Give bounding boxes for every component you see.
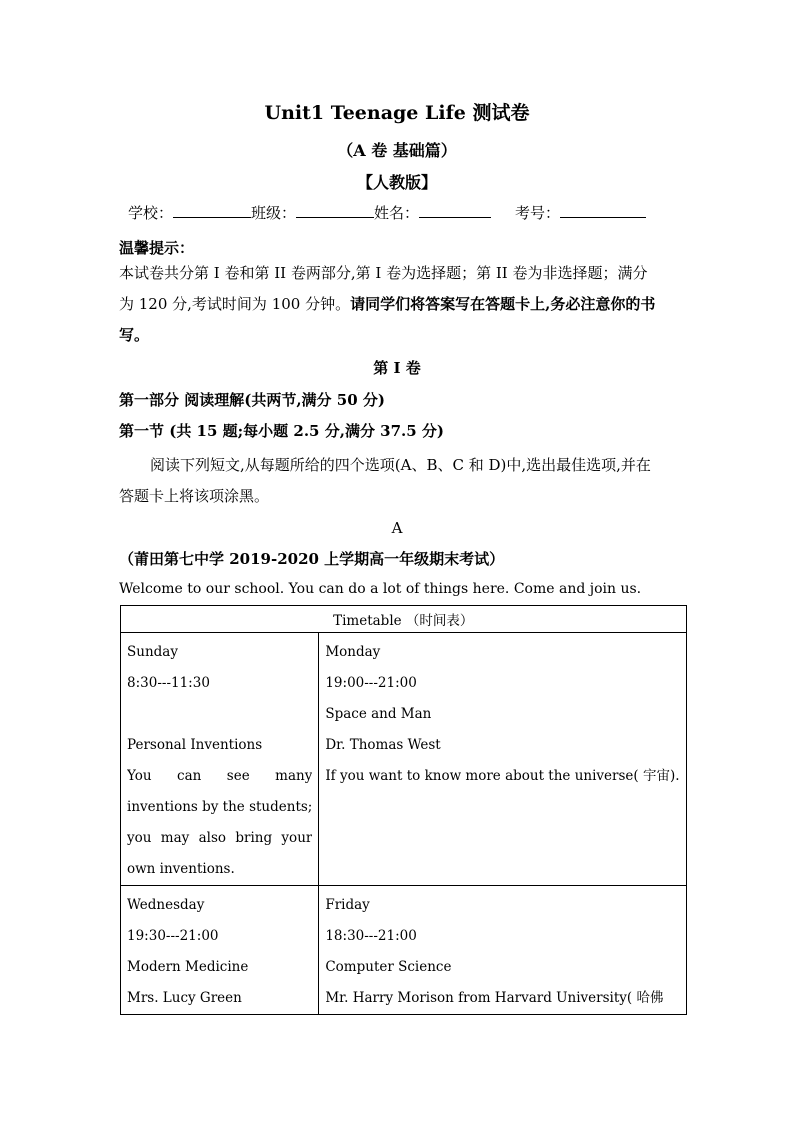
tips-heading: 温馨提示： xyxy=(119,239,195,257)
class-label: 班级： xyxy=(251,204,297,222)
timetable xyxy=(120,605,687,1015)
school-label: 学校： xyxy=(128,204,174,222)
timetable-header: Timetable （时间表） xyxy=(121,606,687,633)
cell-line: own inventions. xyxy=(127,861,235,877)
part1-heading: 第一部分 阅读理解(共两节,满分 50 分) xyxy=(119,391,385,409)
cell-line: 18:30---21:00 xyxy=(325,928,417,944)
section1-heading: 第一节 (共 15 题;每小题 2.5 分,满分 37.5 分) xyxy=(119,422,445,440)
volume-heading: 第 I 卷 xyxy=(373,359,421,377)
cell-line: Monday xyxy=(325,644,381,660)
cell-line: Computer Science xyxy=(325,959,452,975)
cell-line: Space and Man xyxy=(325,706,432,722)
cell-line: inventions by the students; xyxy=(127,799,313,815)
cell-line: 19:30---21:00 xyxy=(127,928,219,944)
tips-line-1: 本试卷共分第 I 卷和第 II 卷两部分,第 I 卷为选择题；第 II 卷为非选择题；满分 xyxy=(119,264,648,282)
cell-line: Dr. Thomas West xyxy=(325,737,441,753)
cell-line xyxy=(127,699,312,730)
instruction-line-1: 阅读下列短文,从每题所给的四个选项(A、B、C 和 D)中,选出最佳选项,并在 xyxy=(150,456,651,474)
page-title: Unit1 Teenage Life 测试卷 xyxy=(264,102,530,124)
exam-no-label: 考号： xyxy=(515,204,561,222)
cell-line: Mrs. Lucy Green xyxy=(127,990,242,1006)
table-cell-monday xyxy=(319,633,686,886)
welcome-text: Welcome to our school. You can do a lot of things here. Come and join us. xyxy=(119,581,642,597)
passage-source: （莆田第七中学 2019-2020 上学期高一年级期末考试） xyxy=(119,550,505,568)
cell-line: Mr. Harry Morison from Harvard University( 哈佛 xyxy=(325,990,664,1006)
table-row xyxy=(121,633,687,886)
cell-line: Wednesday xyxy=(127,897,205,913)
table-cell-wednesday xyxy=(121,886,319,1015)
name-label: 姓名： xyxy=(374,204,420,222)
exam-no-blank[interactable] xyxy=(560,203,646,218)
table-cell-sunday xyxy=(121,633,319,886)
passage-label: A xyxy=(391,519,403,537)
tips-line-2 xyxy=(119,289,655,320)
page-subtitle: （A 卷 基础篇） xyxy=(337,141,457,160)
cell-line: You can see many xyxy=(127,768,313,784)
school-blank[interactable] xyxy=(173,203,251,218)
tips-line-3: 写。 xyxy=(119,326,150,344)
cell-line: Modern Medicine xyxy=(127,959,249,975)
table-row xyxy=(121,886,687,1015)
tips-line-2-bold: 请同学们将答案写在答题卡上,务必注意你的书 xyxy=(350,295,656,313)
name-blank[interactable] xyxy=(419,203,491,218)
cell-line: you may also bring your xyxy=(127,830,313,846)
student-info-line xyxy=(128,202,646,223)
cell-line: 19:00---21:00 xyxy=(325,675,417,691)
table-cell-friday xyxy=(319,886,686,1015)
edition-label: 【人教版】 xyxy=(356,173,437,192)
class-blank[interactable] xyxy=(296,203,374,218)
cell-line: 8:30---11:30 xyxy=(127,675,210,691)
cell-line: Friday xyxy=(325,897,370,913)
cell-line: Sunday xyxy=(127,644,178,660)
instruction-line-2: 答题卡上将该项涂黑。 xyxy=(119,487,270,505)
cell-line: Personal Inventions xyxy=(127,737,263,753)
cell-line: If you want to know more about the universe( 宇宙). xyxy=(325,768,680,784)
tips-line-2-normal: 为 120 分,考试时间为 100 分钟。 xyxy=(119,295,351,313)
